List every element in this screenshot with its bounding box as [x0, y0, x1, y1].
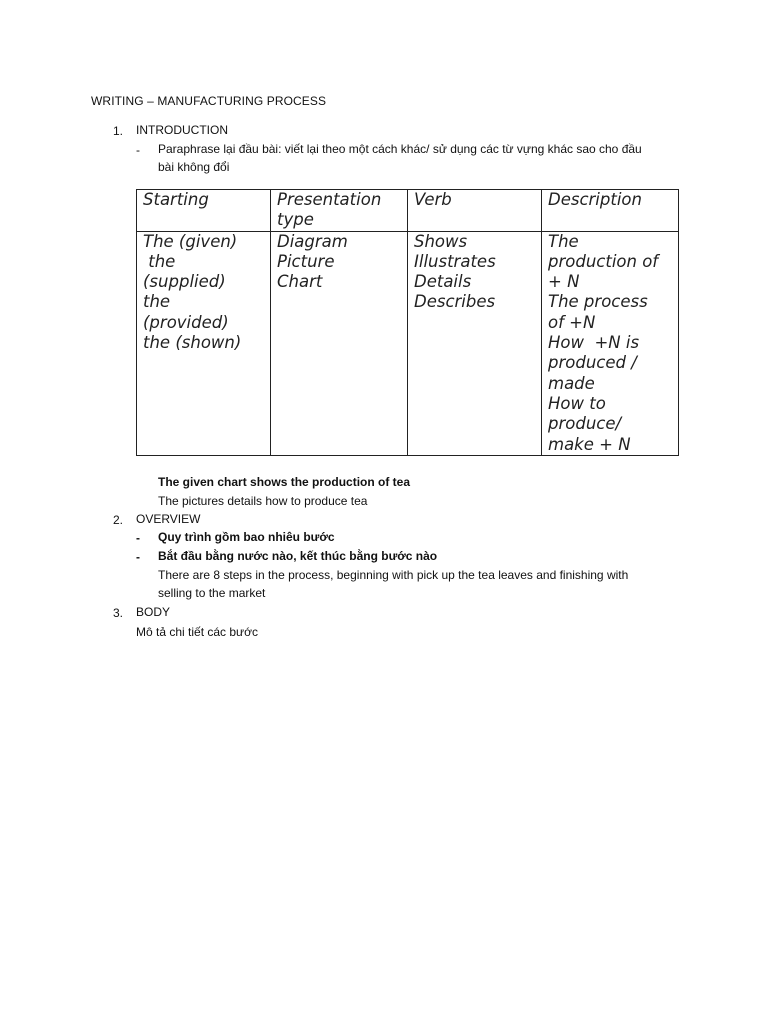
table-header-description: Description — [542, 190, 679, 232]
overview-answer-line2: selling to the market — [158, 586, 266, 600]
example-sentence-bold: The given chart shows the production of tea — [158, 475, 411, 489]
table-cell-starting: The (given) the (supplied) the (provided) the (shown) — [137, 231, 271, 455]
section-heading-body: BODY — [136, 605, 171, 619]
table-header-row — [137, 190, 679, 232]
table-header-presentation-type: Presentation type — [271, 190, 408, 232]
section-heading-overview: OVERVIEW — [136, 512, 201, 526]
paraphrase-instruction-line1: Paraphrase lại đầu bài: viết lại theo một cách khác/ sử dụng các từ vựng khác sao cho đầu — [158, 142, 642, 156]
body-description: Mô tả chi tiết các bước — [136, 625, 258, 639]
bullet-dash: - — [136, 550, 140, 564]
vocabulary-table — [136, 189, 679, 456]
table-cell-presentation-type: Diagram Picture Chart — [271, 231, 408, 455]
overview-answer-line1: There are 8 steps in the process, beginning with pick up the tea leaves and finishing with — [158, 568, 629, 582]
example-sentence: The pictures details how to produce tea — [158, 494, 368, 508]
section-heading-introduction: INTRODUCTION — [136, 123, 228, 137]
document-title: WRITING – MANUFACTURING PROCESS — [91, 94, 327, 108]
section-number-1: 1. — [113, 124, 124, 138]
table-header-starting: Starting — [137, 190, 271, 232]
bullet-dash: - — [136, 143, 140, 157]
bullet-dash: - — [136, 531, 140, 545]
table-cell-verb: Shows Illustrates Details Describes — [408, 231, 542, 455]
table-cell-description: The production of + N The process of +N How +N is produced / made How to produce/ make + N — [542, 231, 679, 455]
overview-question-steps: Quy trình gồm bao nhiêu bước — [158, 530, 335, 544]
overview-question-start-end: Bắt đầu bằng nước nào, kết thúc bằng bước nào — [158, 549, 438, 563]
paraphrase-instruction-line2: bài không đổi — [158, 160, 230, 174]
section-number-2: 2. — [113, 513, 124, 527]
table-row — [137, 231, 679, 455]
table-header-verb: Verb — [408, 190, 542, 232]
section-number-3: 3. — [113, 606, 124, 620]
